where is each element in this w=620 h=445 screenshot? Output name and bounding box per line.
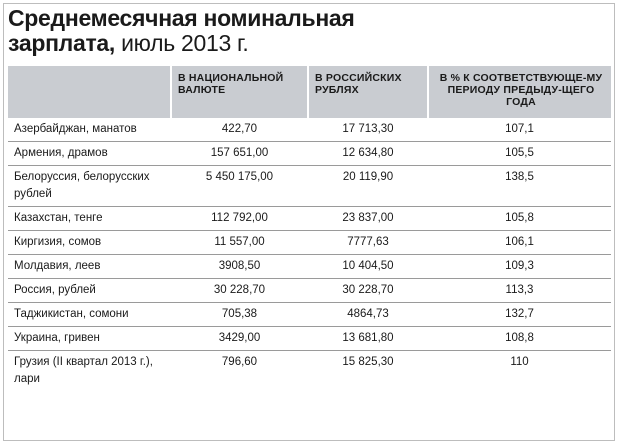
header-country [8, 66, 171, 118]
national-currency-cell: 11 557,00 [171, 231, 308, 255]
country-cell: Таджикистан, сомони [8, 303, 171, 327]
country-cell: Казахстан, тенге [8, 207, 171, 231]
percent-cell: 113,3 [428, 279, 611, 303]
country-cell: Белоруссия, белорусских рублей [8, 166, 171, 207]
table-row [8, 166, 611, 207]
country-cell: Киргизия, сомов [8, 231, 171, 255]
header-russian-rubles: В РОССИЙСКИХ РУБЛЯХ [308, 66, 428, 118]
national-currency-cell: 30 228,70 [171, 279, 308, 303]
table-header-row [8, 66, 611, 118]
table-row [8, 118, 611, 142]
rubles-cell: 17 713,30 [308, 118, 428, 142]
percent-cell: 109,3 [428, 255, 611, 279]
title-line-2: зарплата, июль 2013 г. [8, 30, 249, 56]
percent-cell: 105,8 [428, 207, 611, 231]
title-line-1: Среднемесячная номинальная [8, 5, 355, 31]
table-row [8, 231, 611, 255]
rubles-cell: 15 825,30 [342, 356, 394, 368]
national-currency-cell: 112 792,00 [171, 207, 308, 231]
rubles-cell: 4864,73 [308, 303, 428, 327]
page-title [8, 6, 608, 56]
table-row [8, 142, 611, 166]
rubles-cell: 23 837,00 [308, 207, 428, 231]
national-currency-cell: 5 450 175,00 [171, 166, 308, 207]
percent-cell: 138,5 [428, 166, 611, 207]
percent-cell: 105,5 [428, 142, 611, 166]
table-row [8, 303, 611, 327]
table-row [8, 279, 611, 303]
country-cell: Грузия (II квартал 2013 г.), лари [14, 356, 153, 385]
percent-cell: 132,7 [428, 303, 611, 327]
national-currency-cell: 796,60 [221, 356, 258, 368]
percent-cell: 108,8 [428, 327, 611, 351]
national-currency-cell: 422,70 [171, 118, 308, 142]
country-cell: Украина, гривен [8, 327, 171, 351]
table-row [8, 351, 611, 392]
header-national-currency: В НАЦИОНАЛЬНОЙ ВАЛЮТЕ [171, 66, 308, 118]
percent-cell: 106,1 [428, 231, 611, 255]
table-row [8, 255, 611, 279]
table-row [8, 207, 611, 231]
national-currency-cell: 3908,50 [171, 255, 308, 279]
rubles-cell: 20 119,90 [308, 166, 428, 207]
country-cell: Азербайджан, манатов [8, 118, 171, 142]
salary-table [8, 66, 611, 391]
country-cell: Молдавия, леев [8, 255, 171, 279]
header-percent-previous-year: В % К СООТВЕТСТВУЮЩЕ-МУ ПЕРИОДУ ПРЕДЫДУ-ЩЕГО ГОДА [428, 66, 611, 118]
national-currency-cell: 157 651,00 [171, 142, 308, 166]
percent-cell: 107,1 [428, 118, 611, 142]
percent-cell: 110 [510, 356, 529, 368]
national-currency-cell: 3429,00 [171, 327, 308, 351]
rubles-cell: 7777,63 [308, 231, 428, 255]
rubles-cell: 10 404,50 [308, 255, 428, 279]
rubles-cell: 13 681,80 [308, 327, 428, 351]
rubles-cell: 30 228,70 [308, 279, 428, 303]
table-row [8, 327, 611, 351]
rubles-cell: 12 634,80 [308, 142, 428, 166]
national-currency-cell: 705,38 [171, 303, 308, 327]
country-cell: Армения, драмов [8, 142, 171, 166]
country-cell: Россия, рублей [8, 279, 171, 303]
